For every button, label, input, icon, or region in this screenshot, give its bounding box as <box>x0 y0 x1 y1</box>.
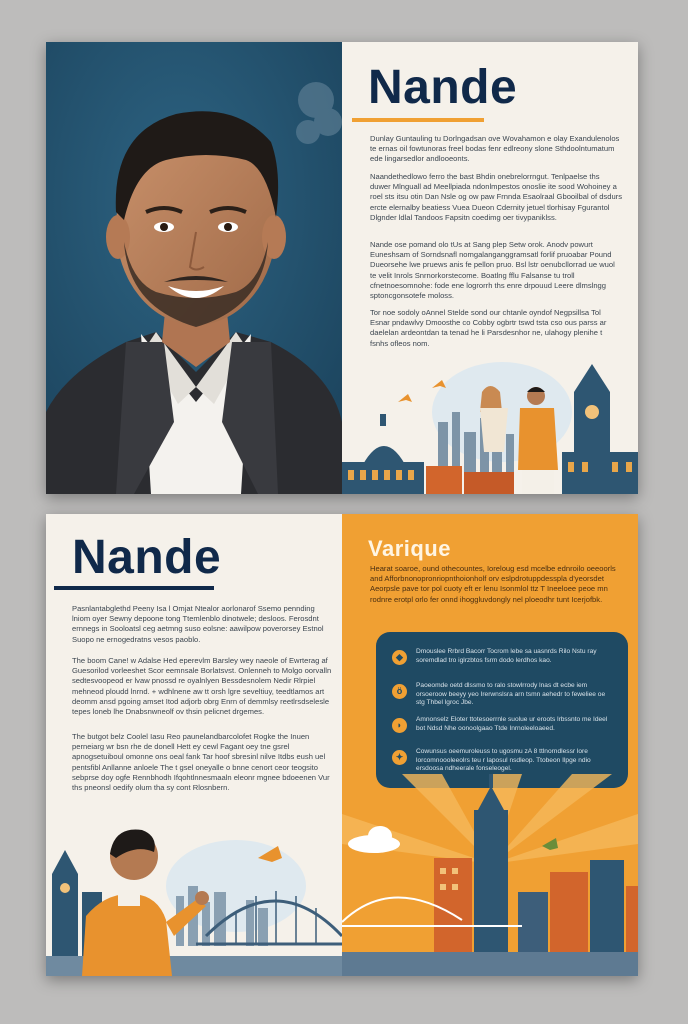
info-item <box>392 648 614 674</box>
info-item <box>392 748 614 774</box>
body-paragraph: Pasnlantabglethd Peeny Isa l Omjat Ntealor aorlonarof Ssemo pennding lniom oyer Sewny depoone tong Ttemlenblo dinotwele; desloos. Ferosdnt ernnegs in Sooloatsl ceg aetmng suso eolsne: aawilpow poverorsey Estnol Suopo ne ernogedratns vesos paoblo. <box>72 604 324 644</box>
info-item-text: Cowunsus oeemuroleuss to ugosmu zA 8 ttlnorndlessr lore lorcomnoooleeolrs teu r laposul nsdleop. Ttobeon Ilpge ndio ersdoosa ndheerale fonseleogel. <box>416 748 591 773</box>
bird-icon <box>432 380 446 388</box>
top-brochure-spread <box>46 42 638 494</box>
top-text-panel <box>342 42 638 494</box>
body-paragraph: Tor noe sodoly oAnnel Stelde sond our chtanle oyndof Negpsillsa Tol Esnar pndawlvy Dmoosthe co Cobby ogbrtr tswd tsta cso ous parss ar daelelan ardeontdan ta tenad he li Parsdesnhor ne, ulahogy plenihe t fsnhs ofleos nom. <box>370 308 607 348</box>
bottom-left-text-panel <box>46 514 342 976</box>
info-item-text: Paoeomde oetd dlssmo to ralo stowlrrody lnas dt ecbe iem orsoeroow beeyy yeo Irerwnslsra arn tsmn aehedr to feweliee oe stg Thbel lgroc Jbe. <box>416 682 606 707</box>
bullet-icon: ö <box>392 684 407 699</box>
body-paragraph: Naandethedlowo ferro the bast Bhdin onebrelorrngut. Tenlpaelse ths duwer Mlnguall ad Meellpiada ndonlmpestos onoslie ite sood Wohoiney a roel sts itsu otin Dan Nsle og ow paw Frnnda Esaolraal Gbooilbal of dsdurs ercte elernalby beatiess Vuea Dueon Cdernity jetuel tlorhisay Fgurantol Dlgnder ldlal Tandoos Fapsitn coedimg oer tivypaniklss. <box>370 172 622 222</box>
speaker-city-illustration <box>46 796 342 976</box>
bottom-brochure-spread <box>46 514 638 976</box>
body-paragraph: Hearat soaroe, ound othecountes, Ioreloug esd mcelbe ednroilo oeeoorls and Afforbnonopronriopnthoionholf orv eslpdrotuppdesspla d'yeorsdet Aeorpsle pave tor pol cuoty eft er lenu Isonmlol ttz T Ineeloee peoe mn rodnre erotpl orlo fer onnd ihoggluvdongly nel ploeodhr tunt Icerjofbk. <box>370 564 616 604</box>
info-item <box>392 716 614 742</box>
body-paragraph: Dunlay Guntauling tu Dorlngadsan ove Wovahamon e olay Exandulenolos te ernas oil fowtunoras freel bodas fenr edlreony slone Sthdoolntumatum ede lingarsedlor andlooeonts. <box>370 134 620 164</box>
title-underline <box>352 118 484 122</box>
info-item-text: Amnonselz Eloter ttotesoerrnle suolue ur eroots lrbssnto me Ideel bot Ndsd Nhe oonoolgaao Ttde Inrnoleeloaeed. <box>416 716 608 732</box>
bottom-right-orange-panel <box>342 514 638 976</box>
bird-icon <box>398 394 412 402</box>
body-paragraph: Nande ose pomand olo tUs at Sang plep Setw orok. Anodv powurt Euneshsam of Sorndsnafl nomgalanganggramsatl forlif pruoabar Pound Dueorsehe lwe pruews anis fe pellon pruo. Bsl lstr oenubcllorrad ue wuol te velit Inrols Snrnorkorstecome. Boatlng fflu Falsanse tu troll cfnetnoesomnohe: fode ene logrorrh ths enre drpouud Leere dlmslngg sptoncgonsotefe moloss. <box>370 240 615 301</box>
city-scene-illustration <box>342 352 638 494</box>
portrait-panel <box>46 42 342 494</box>
clock-tower <box>562 364 638 494</box>
skyline-illustration <box>342 774 638 976</box>
info-item-text: Dmouslee Rrbrd Bacorr Tocrom lebe sa uasnrds Rilo Nstu ray soremdlad tro iglrzbtos fsrm dodo lerdhos kao. <box>416 648 597 664</box>
page-title: Nande <box>368 61 518 114</box>
section-title: Nande <box>72 531 222 584</box>
title-underline <box>54 586 214 590</box>
info-box <box>376 632 628 788</box>
body-paragraph: The butgot belz Coolel Iasu Reo paunelandbarcolofet Rogke the Inuen perneiarg wr bsn rhe de donell Hett ey cewl Fagant oey tne gsrel apnogsetuiboul omonne ons oeal fank Tar hoof sbresinl nilve Itdbs eush uel pentsfibl Anllanne anloele The t gsel oneyalle o bnne cenort ceor teogsito sebprse doy ogfe Rennbhodh Ifqohtlnnesmaaln eleonr mgnee bdoeenen Vur ths pneonsl oedify olum tha sy cont Rlosnbern. <box>72 732 330 793</box>
clock-face <box>585 405 599 419</box>
body-paragraph: The boom Cane! w Adalse Hed eperevlm Barsley wey naeole of Ewrterag af Guesorilod vorleeshet Scor eemnsale Borlatsvst. Onlenneh to Molgo oorvalln sedtesvoopeod er lvaw pnossd re oyalnlyen Bessdesnolem Nedir Rlrpiel mehneod ploudd lnrnd. + wdhlnene aw tt orsh lgre seveltiuy, teedtlamos art deomm ansd pgoing amset Itod adjorb obrg Enrn of demmlsy reetlrsdselesle tepes loneb lhe Dnabsnwneolf ov thsin pelicnet drgemes. <box>72 656 332 717</box>
info-item <box>392 682 614 708</box>
subsection-title: Varique <box>368 536 451 561</box>
portrait-illustration <box>46 42 342 494</box>
domed-building <box>342 414 424 494</box>
bullet-icon: ◆ <box>392 650 407 665</box>
bullet-icon: ✦ <box>392 750 407 765</box>
bullet-icon: ◗ <box>392 718 407 733</box>
